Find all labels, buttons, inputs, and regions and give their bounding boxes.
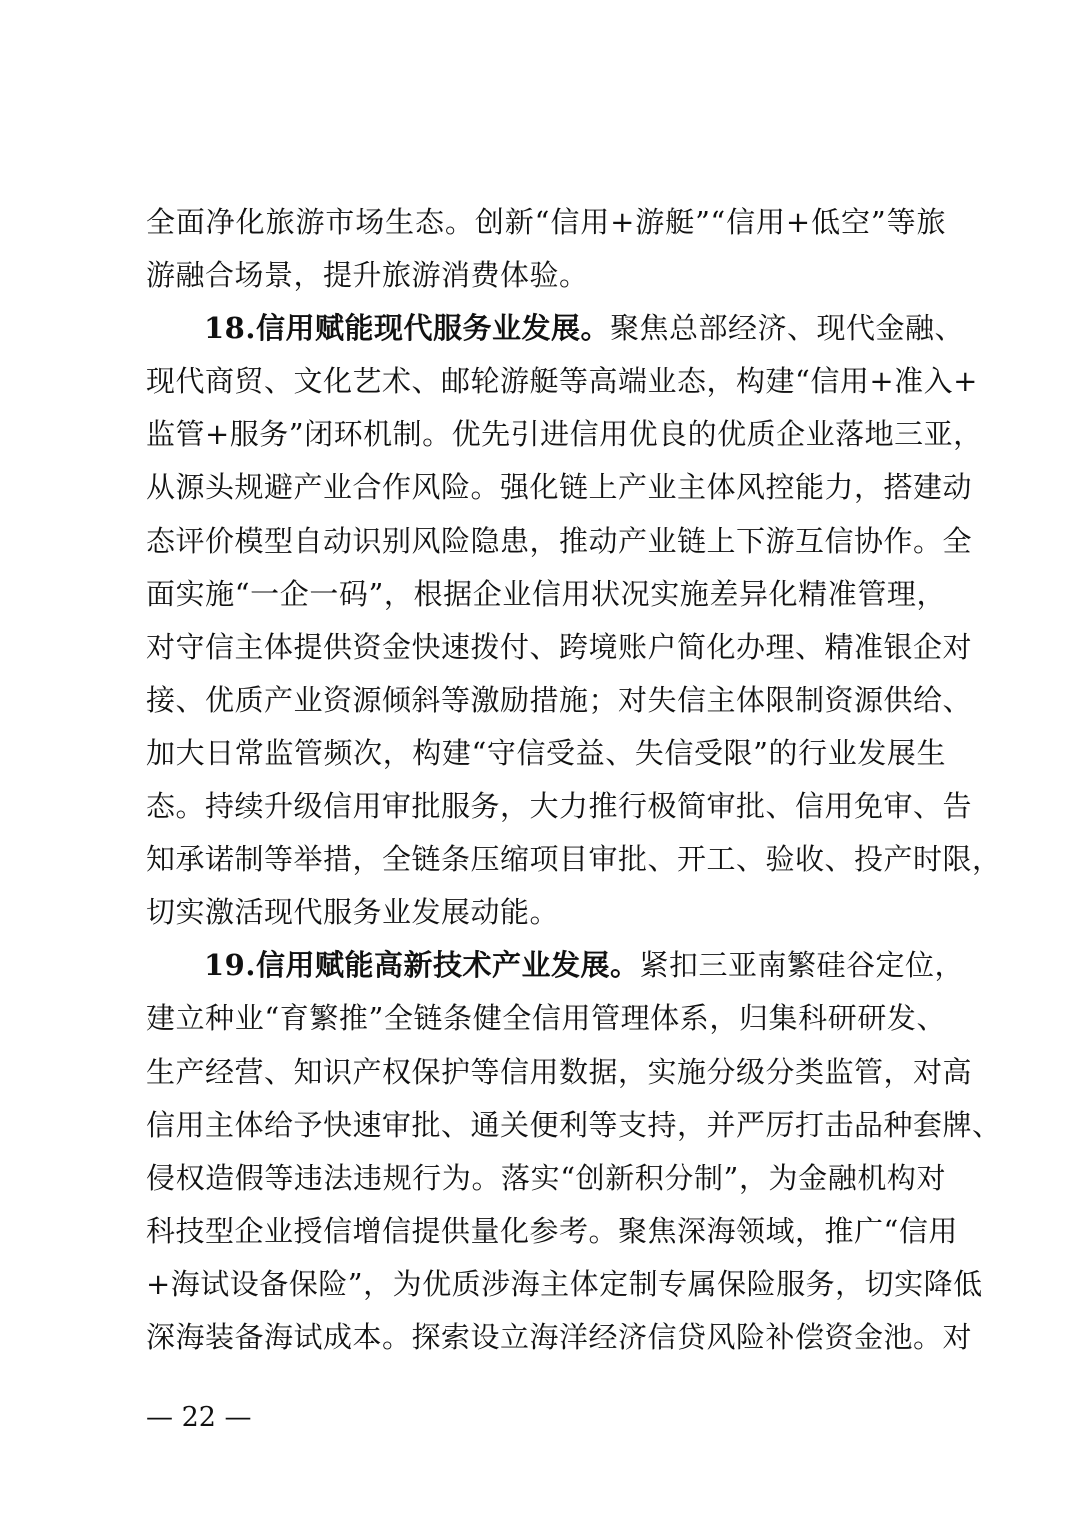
- text-line: +海试设备保险”，为优质涉海主体定制专属保险服务，切实降低: [146, 1266, 983, 1301]
- text-line: 信用主体给予快速审批、通关便利等支持，并严厉打击品种套牌、: [146, 1107, 1002, 1142]
- text-line: 态评价模型自动识别风险隐患，推动产业链上下游互信协作。全: [146, 523, 973, 558]
- text-span: 聚焦总部经济、现代金融、: [609, 311, 964, 346]
- paragraph-heading-line: [146, 939, 964, 992]
- page-number: — 22 —: [146, 1402, 252, 1433]
- text-line: 知承诺制等举措，全链条压缩项目审批、开工、验收、投产时限，: [146, 842, 1002, 877]
- text-line: 侵权造假等违法违规行为。落实“创新积分制”，为金融机构对: [146, 1160, 946, 1195]
- text-line: 科技型企业授信增信提供量化参考。聚焦深海领域，推广“信用: [146, 1213, 958, 1248]
- text-line: 现代商贸、文化艺术、邮轮游艇等高端业态，构建“信用+准入+: [146, 364, 978, 399]
- section-heading-18: 18.信用赋能现代服务业发展。: [204, 311, 610, 346]
- text-line: 从源头规避产业合作风险。强化链上产业主体风控能力，搭建动: [146, 470, 973, 505]
- body-text: [146, 196, 1002, 1364]
- text-line: 监管+服务”闭环机制。优先引进信用优良的优质企业落地三亚，: [146, 417, 983, 452]
- text-span: 紧扣三亚南繁硅谷定位，: [639, 948, 964, 983]
- text-line: 切实激活现代服务业发展动能。: [146, 895, 560, 930]
- text-line: 面实施“一企一码”，根据企业信用状况实施差异化精准管理，: [146, 576, 946, 611]
- text-line: 建立种业“育繁推”全链条健全信用管理体系，归集科研研发、: [146, 1001, 946, 1036]
- text-line: 游融合场景，提升旅游消费体验。: [146, 258, 589, 293]
- text-line: 生产经营、知识产权保护等信用数据，实施分级分类监管，对高: [146, 1054, 973, 1089]
- text-line: 态。持续升级信用审批服务，大力推行极简审批、信用免审、告: [146, 789, 973, 824]
- text-line: 对守信主体提供资金快速拨付、跨境账户简化办理、精准银企对: [146, 629, 973, 664]
- paragraph-heading-line: [146, 302, 964, 355]
- text-line: 深海装备海试成本。探索设立海洋经济信贷风险补偿资金池。对: [146, 1319, 973, 1354]
- section-heading-19: 19.信用赋能高新技术产业发展。: [204, 948, 640, 983]
- text-line: 接、优质产业资源倾斜等激励措施；对失信主体限制资源供给、: [146, 682, 973, 717]
- text-line: 加大日常监管频次，构建“守信受益、失信受限”的行业发展生: [146, 735, 946, 770]
- text-line: 全面净化旅游市场生态。创新“信用+游艇”“信用+低空”等旅: [146, 205, 946, 239]
